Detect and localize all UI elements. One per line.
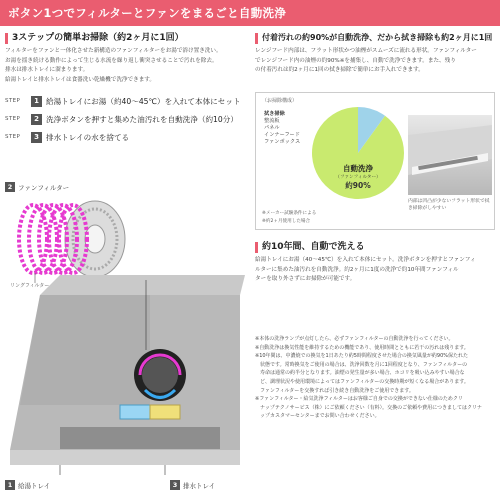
dirt-heading <box>255 32 495 44</box>
footnotes <box>255 335 495 421</box>
steps-description <box>5 47 245 85</box>
step-item <box>5 111 245 127</box>
cleaning-chart-panel <box>255 92 495 230</box>
wipe-title: 拭き掃除 <box>264 111 285 117</box>
wipe-item: パネル <box>264 125 280 131</box>
tag-number: 3 <box>170 480 180 490</box>
desc-line: お湯を揺き続ける動作によって生じる水流を繰り返し衝突させることで汚れを除去。 <box>5 57 218 64</box>
tray1-tag <box>5 480 50 490</box>
desc-line: でレンジフード内の油煙の約90%※を捕集し、自動で洗浄できます。また、残り <box>255 57 456 64</box>
auto-label <box>326 163 390 191</box>
left-column <box>5 32 245 147</box>
note-line: ※自動洗浄は換気性能を維持するための機能であり、使用時間とともに若干の汚れは残ります。 <box>255 344 469 351</box>
note-line: 寿命は通常の約半分となります。油煙の発生量が多い場合、ホコリを吸い込みやすい場合な <box>255 370 465 377</box>
step-text: 給湯トレイにお湯（約40〜45℃）を入れて本体にセット <box>46 96 241 106</box>
step-label: STEP <box>5 116 21 123</box>
heading-bar <box>255 242 258 253</box>
note-line: ど、調理状況や使用環境によってはファンフィルターの交換時期が短くなる場合があります。 <box>255 378 469 385</box>
note-line: ※本体の洗浄ランプが点灯したら、必ずファンフィルターの自動洗浄を行ってください。 <box>255 336 454 342</box>
hood-interior-drawing <box>408 115 492 195</box>
chart-note: ※約2ヶ月使用した場合 <box>262 219 311 224</box>
step-label: STEP <box>5 134 21 141</box>
note-line: ナップテクノサービス（株）にご依頼ください（有料）。交換のご依頼や費用につきましてはクリナ <box>255 404 482 411</box>
tag-number: 1 <box>5 480 15 490</box>
ring-filter-label: リングフィルター <box>10 283 50 289</box>
desc-line: 給湯トレイにお湯（40〜45℃）を入れて本体にセット。洗浄ボタンを押すとファンフィ <box>255 257 476 263</box>
step-number: 3 <box>31 132 42 143</box>
dirt-description <box>255 47 495 76</box>
note-line: ップカスタマーセンターまでお問い合わせください。 <box>255 413 380 420</box>
step-number: 1 <box>31 96 42 107</box>
desc-line: 排水は排水トレイに溜まります。 <box>5 67 89 74</box>
auto-title: 自動洗浄 <box>343 164 373 173</box>
page-banner: ボタン1つでフィルターとファンをまるごと自動洗浄 <box>0 0 500 26</box>
desc-line: ルターに集めた油汚れを自動洗浄。約2ヶ月に1度の洗浄で約10年間ファンフィル <box>255 266 459 273</box>
right-column <box>255 32 495 76</box>
steps-heading-text: 3ステップの簡単お掃除（約2ヶ月に1回） <box>12 33 184 43</box>
fan-filter-tag <box>5 182 69 192</box>
ten-year-section <box>255 241 495 285</box>
wipe-item: ファンボックス <box>264 139 301 145</box>
chart-title: （お掃除構成） <box>262 98 298 104</box>
ten-year-heading-text: 約10年間、自動で洗える <box>262 242 365 252</box>
auto-value: 約90% <box>345 181 371 190</box>
hood-interior-photo <box>408 115 492 195</box>
step-item <box>5 93 245 109</box>
wipe-item: 整流板 <box>264 118 280 124</box>
wipe-item: インナーフード <box>264 132 300 138</box>
note-line: 状態です。常時換気をご使用の場合は、洗浄回数を月に1回程度となり、ファンフィルターの <box>255 361 468 368</box>
note-line: ※ファンフィルター・給気洗浄フィルターはお客様ご自身での交換ができない仕様のためクリ <box>255 396 463 403</box>
tag-text: 給湯トレイ <box>18 481 51 490</box>
heading-bar <box>255 33 258 44</box>
desc-line: ターを取り外さずにお掃除が可能です。 <box>255 276 356 283</box>
step-item <box>5 129 245 145</box>
wipe-legend <box>264 111 300 146</box>
note-line: ※10年間は、中濃焼での換気を1日あたり約5時間程度させた場合の換気風量が約90%保たれた <box>255 353 469 360</box>
step-text: 洗浄ボタンを押すと集めた油汚れを自動洗浄（約10分） <box>46 114 238 124</box>
auto-sub: （ファンフィルター） <box>335 175 381 180</box>
photo-caption: 内部は凹凸が少ないフラット形状で拭き掃除がしやすい <box>408 199 490 211</box>
ten-year-heading <box>255 241 495 253</box>
desc-line: の付着汚れは約2ヶ月に1回の拭き掃除で簡単にお手入れできます。 <box>255 67 424 74</box>
step-number: 2 <box>31 114 42 125</box>
tag-text: 排水トレイ <box>183 481 216 490</box>
step-list <box>5 93 245 145</box>
heading-bar <box>5 33 8 44</box>
desc-line: レンジフード内部は、フラット形状かつ油煙がスムーズに流れる形状。ファンフィルター <box>255 48 477 54</box>
dirt-heading-text: 付着汚れの約90%が自動洗浄、だから拭き掃除も約2ヶ月に1回 <box>262 33 493 42</box>
desc-line: フィルターをファンと一体化させた新構造のファンフィルターをお湯で浴け置き洗い。 <box>5 48 222 54</box>
tray3-tag <box>170 480 215 490</box>
step-text: 排水トレイの水を捨てる <box>46 132 130 142</box>
chart-note: ※メーカー試験条件による <box>262 211 317 216</box>
tag-number: 2 <box>5 182 15 192</box>
note-line: ファンフィルターを交換すれば引き続き自動洗浄をご使用できます。 <box>255 387 414 394</box>
step-label: STEP <box>5 98 21 105</box>
tag-text: ファンフィルター <box>18 183 70 192</box>
steps-heading <box>5 32 245 44</box>
range-hood-illustration <box>0 255 250 495</box>
desc-line: 給湯トレイと排水トレイは食器洗い乾燥機で洗浄できます。 <box>5 76 156 83</box>
ten-year-description <box>255 256 495 285</box>
